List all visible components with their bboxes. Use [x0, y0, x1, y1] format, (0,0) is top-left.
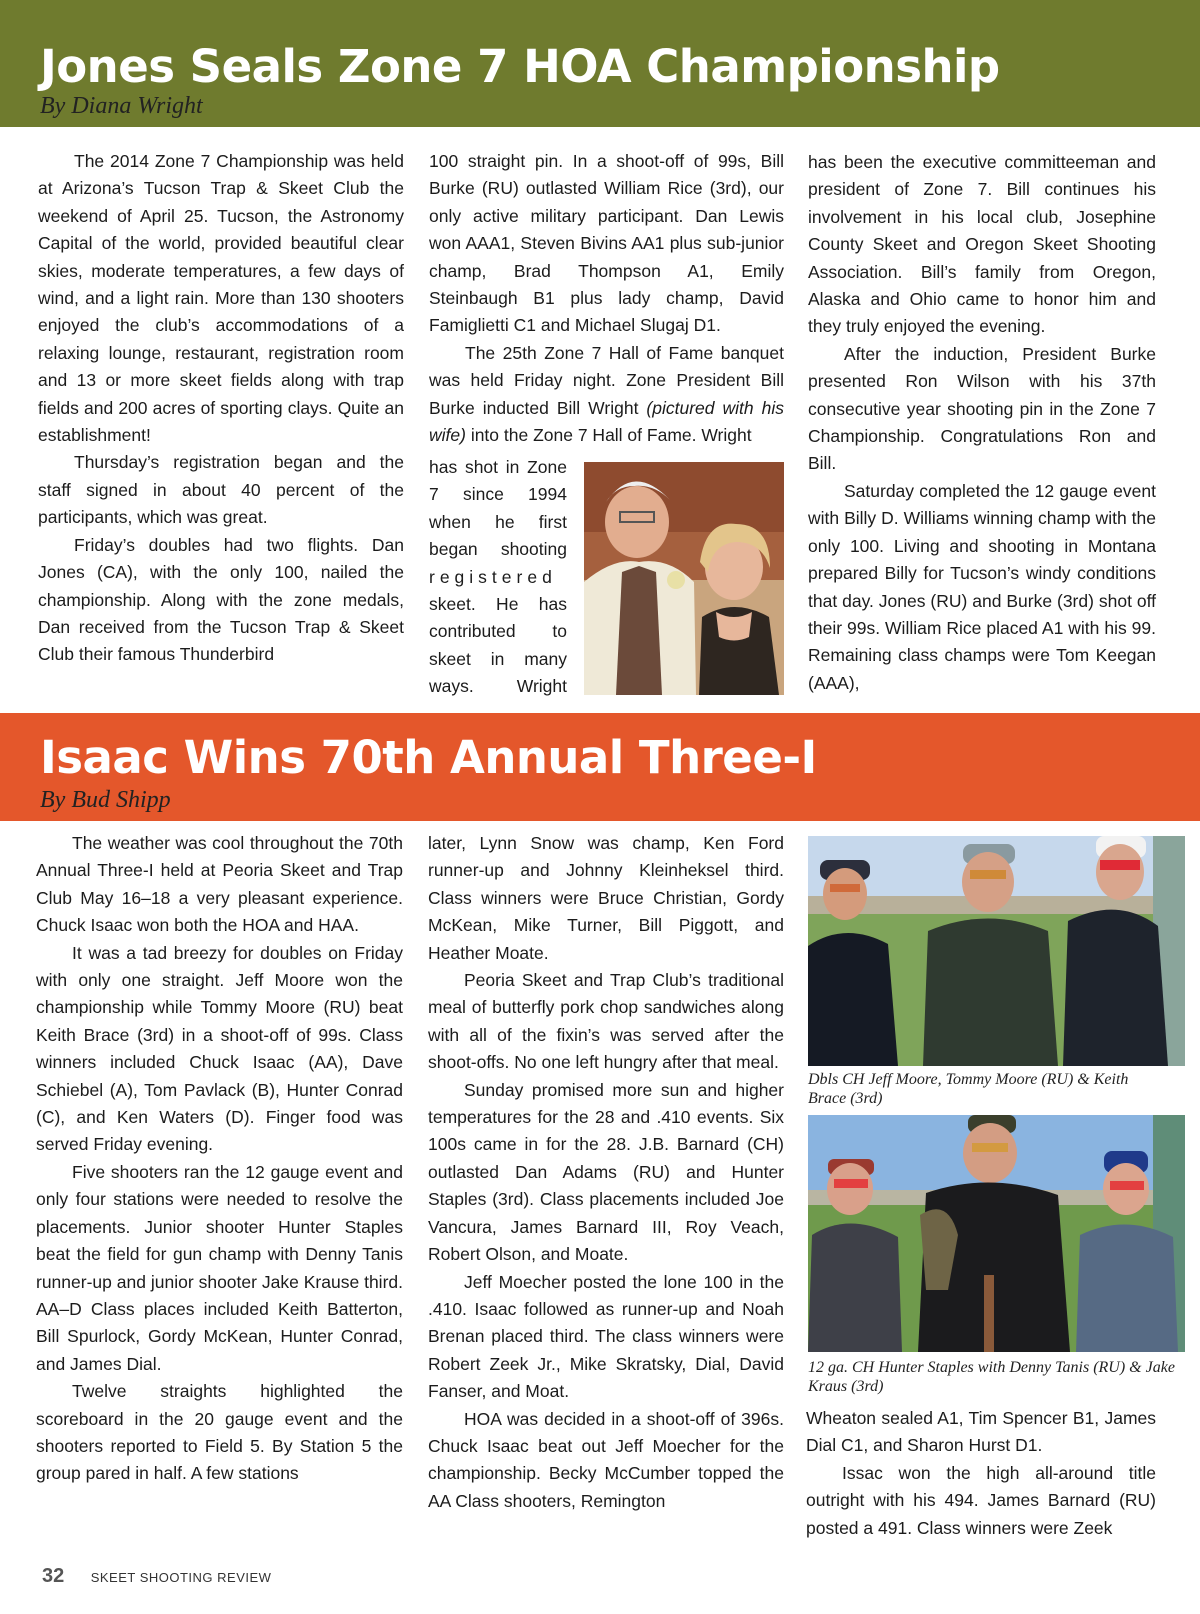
paragraph: Peoria Skeet and Trap Club’s traditional meal of butterfly pork chop sandwiches along with all of the fixin’s was served after the shoot-offs. No one left hungry after that meal. [428, 970, 784, 1073]
paragraph: Sunday promised more sun and higher temperatures for the 28 and .410 events. Six 100s came in for the 28. J.B. Barnard (CH) outlasted Dan Adams (RU) and Hunter Staples (3rd). Class placements included Joe Vancura, James Barnard III, Roy Veach, Robert Olson, and Moate. [428, 1079, 784, 1265]
wrap-line: ways. Wright [429, 676, 567, 697]
article1-byline: By Diana Wright [40, 93, 203, 119]
article2-banner [0, 713, 1200, 821]
text-run: The 25th Zone 7 Hall of Fame banquet was held Friday night. Zone President Bill Burke inducted Bill Wright [429, 342, 784, 418]
article1-column2 [429, 148, 784, 449]
doubles-photo-caption: Dbls CH Jeff Moore, Tommy Moore (RU) & Keith Brace (3rd) [808, 1071, 1129, 1107]
article1-banner [0, 0, 1200, 127]
paragraph: 100 straight pin. In a shoot-off of 99s, Bill Burke (RU) outlasted William Rice (3rd), our only active military participant. Dan Lewis won AAA1, Steven Bivins AA1 plus sub-junior champ, Brad Thompson A1, Emily Steinbaugh B1 plus lady champ, David Famiglietti C1 and Michael Slugaj D1. [429, 151, 784, 336]
wrap-line: when he first [429, 511, 567, 532]
article2-title: Isaac Wins 70th Annual Three-I [40, 731, 817, 784]
article1-column3 [808, 149, 1156, 697]
text-run: into the Zone 7 Hall of Fame. Wright [465, 425, 752, 446]
doubles-winners-image [808, 836, 1185, 1066]
wrap-line: skeet in many [429, 648, 567, 669]
wrap-line: skeet. He has [429, 594, 567, 615]
paragraph: later, Lynn Snow was champ, Ken Ford runner-up and Johnny Kleinheksel third. Class winners were Bruce Christian, Gordy McKean, Mike Turner, Bill Piggott, and Heather Moate. [428, 833, 784, 963]
article2-byline: By Bud Shipp [40, 787, 171, 813]
wright-couple-image [584, 462, 784, 695]
article1-title: Jones Seals Zone 7 HOA Championship [40, 40, 1000, 93]
wrap-line: has shot in Zone [429, 457, 567, 477]
article2-column3 [806, 1405, 1156, 1542]
article1-column1 [38, 148, 404, 669]
twelve-gauge-photo-caption: 12 ga. CH Hunter Staples with Denny Tanis (RU) & Jake Kraus (3rd) [808, 1359, 1175, 1395]
paragraph: Thursday’s registration began and the staff signed in about 40 percent of the participants, which was great. [38, 452, 404, 528]
paragraph: The 2014 Zone 7 Championship was held at Arizona’s Tucson Trap & Skeet Club the weekend of April 25. Tucson, the Astronomy Capital of the world, provided beautiful clear skies, moderate temperatures, a few days of wind, and a light rain. More than 130 shooters enjoyed the club’s accommodations of a relaxing lounge, restaurant, registration room and 13 or more skeet fields along with trap fields and 200 acres of sporting clays. Quite an establishment! [38, 151, 404, 446]
publication-name: SKEET SHOOTING REVIEW [90, 1570, 272, 1585]
page-number: 32 [42, 1565, 65, 1587]
wright-couple-photo [584, 462, 784, 695]
paragraph: Saturday completed the 12 gauge event with Billy D. Williams winning champ with the only 100. Living and shooting in Montana prepared Billy for Tucson’s windy conditions that day. Jones (RU) and Burke (3rd) shot off their 99s. William Rice placed A1 with his 99. Remaining class champs were Tom Keegan (AAA), [808, 480, 1156, 693]
article2-column2 [428, 830, 784, 1515]
paragraph: Twelve straights highlighted the scoreboard in the 20 gauge event and the shooters reported to Field 5. By Station 5 the group pared in half. A few stations [36, 1381, 403, 1484]
page-footer [42, 1565, 271, 1588]
paragraph: Issac won the high all-around title outright with his 494. James Barnard (RU) posted a 491. Class winners were Zeek [806, 1462, 1156, 1538]
paragraph: The weather was cool throughout the 70th Annual Three-I held at Peoria Skeet and Trap Club May 16–18 a very pleasant experience. Chuck Isaac won both the HOA and HAA. [36, 833, 403, 936]
paragraph: After the induction, President Burke presented Ron Wilson with his 37th consecutive year shooting pin in the Zone 7 Championship. Congratulations Ron and Bill. [808, 343, 1156, 474]
twelve-gauge-winners-image [808, 1115, 1185, 1352]
paragraph [429, 340, 784, 450]
paragraph: HOA was decided in a shoot-off of 396s. Chuck Isaac beat out Jeff Moecher for the championship. Becky McCumber topped the AA Class shooters, Remington [428, 1408, 784, 1511]
twelve-gauge-winners-photo [808, 1115, 1185, 1352]
wrap-line: contributed to [429, 621, 567, 642]
paragraph: has been the executive committeeman and president of Zone 7. Bill continues his involvement in his local club, Josephine County Skeet and Oregon Skeet Shooting Association. Bill’s family from Oregon, Alaska and Ohio came to honor him and they truly enjoyed the evening. [808, 152, 1156, 337]
article1-column2-wrap [429, 454, 567, 701]
paragraph: Jeff Moecher posted the lone 100 in the .410. Isaac followed as runner-up and Noah Brenan placed third. The class winners were Robert Zeek Jr., Mike Skratsky, Dial, David Fanser, and Moat. [428, 1271, 784, 1402]
wrap-line: began shooting [429, 539, 567, 560]
italic-text: (pictured with his wife) [429, 397, 784, 446]
paragraph: Wheaton sealed A1, Tim Spencer B1, James Dial C1, and Sharon Hurst D1. [806, 1408, 1156, 1456]
doubles-winners-photo [808, 836, 1185, 1066]
article2-column1 [36, 830, 403, 1488]
wrap-line: registered [429, 566, 557, 587]
wrap-line: 7 since 1994 [429, 484, 567, 505]
paragraph: Five shooters ran the 12 gauge event and only four stations were needed to resolve the placements. Junior shooter Hunter Staples beat the field for gun champ with Denny Tanis runner-up and junior shooter Jake Krause third. AA–D Class places included Keith Batterton, Bill Spurlock, Gordy McKean, Hunter Conrad, and James Dial. [36, 1161, 403, 1374]
paragraph: It was a tad breezy for doubles on Friday with only one straight. Jeff Moore won the championship while Tommy Moore (RU) beat Keith Brace (3rd) in a shoot-off of 99s. Class winners included Chuck Isaac (AA), Dave Schiebel (A), Tom Pavlack (B), Hunter Conrad (C), and Ken Waters (D). Finger food was served Friday evening. [36, 942, 403, 1155]
paragraph: Friday’s doubles had two flights. Dan Jones (CA), with the only 100, nailed the championship. Along with the zone medals, Dan received from the Tucson Trap & Skeet Club their famous Thunderbird [38, 534, 404, 665]
